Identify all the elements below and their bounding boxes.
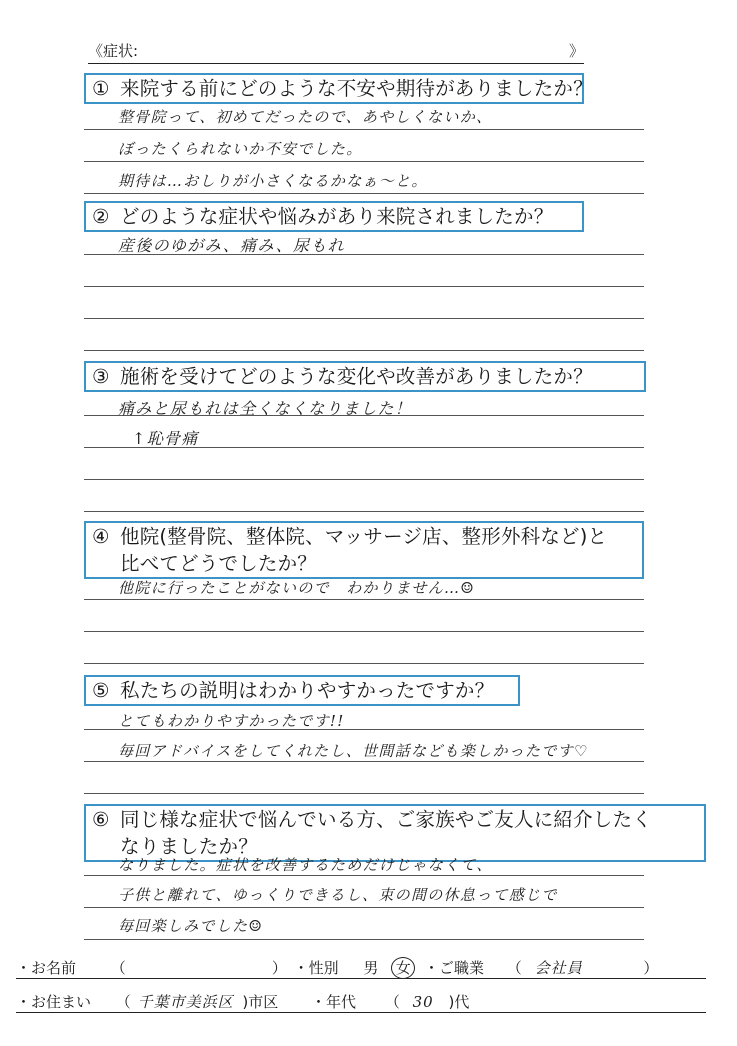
answer-1-line-1: 整骨院って、初めてだったので、あやしくないか、 [118, 108, 493, 126]
question-1-text: 来院する前にどのような不安や期待がありましたか？ [120, 77, 593, 100]
answer-5-line-1: とてもわかりやすかったです!! [118, 712, 345, 730]
question-4-number: ④ [92, 525, 110, 548]
answer-3-line-1: 痛みと尿もれは全くなくなりました！ [118, 399, 413, 418]
answer-4-line-1: 他院に行ったことがないので わかりません…☺ [118, 579, 476, 597]
question-2-number: ② [92, 205, 110, 228]
symptom-label: 《症状: [88, 42, 139, 60]
answer-2-line-1: 産後のゆがみ、痛み、尿もれ [118, 236, 345, 255]
address-value[interactable]: 千葉市美浜区 [137, 993, 234, 1011]
symptom-header [88, 40, 584, 62]
symptom-label-close: 》 [568, 42, 584, 60]
answer-line [84, 193, 644, 194]
question-5-box [84, 675, 520, 706]
job-value[interactable]: 会社員 [534, 959, 583, 977]
answer-line [84, 129, 644, 130]
question-1-number: ① [92, 77, 110, 100]
question-6-text-2: なりましたか？ [120, 835, 258, 858]
gender-female-option[interactable]: 女 [391, 957, 415, 979]
answer-line [84, 350, 644, 351]
name-label: ・お名前 [16, 959, 77, 977]
address-paren-open: （ [115, 993, 131, 1011]
answer-1-line-2: ぼったくられないか不安でした。 [118, 140, 363, 158]
job-paren-open: （ [506, 959, 522, 977]
answer-line [84, 939, 644, 940]
city-suffix: )市区 [242, 993, 279, 1011]
answer-line [84, 793, 644, 794]
answer-line [84, 907, 644, 908]
answer-line [84, 875, 644, 876]
question-4-text-2: 比べてどうでしたか？ [120, 552, 318, 575]
answer-line [84, 318, 644, 319]
age-paren-open: （ [384, 993, 400, 1011]
gender-label: ・性別 [293, 959, 339, 977]
job-label: ・ご職業 [423, 959, 484, 977]
job-paren-close: ） [643, 959, 659, 977]
header-underline [88, 63, 584, 64]
answer-line [84, 761, 644, 762]
answer-line [84, 631, 644, 632]
question-1-box [84, 73, 593, 104]
question-2-box [84, 201, 584, 232]
answer-6-line-3: 毎回楽しみでした☺ [118, 917, 264, 935]
answer-line [84, 479, 644, 480]
answer-line [84, 161, 644, 162]
question-4-text: 他院(整骨院、整体院、マッサージ店、整形外科など)と [120, 525, 608, 548]
answer-line [84, 599, 644, 600]
answer-5-line-2: 毎回アドバイスをしてくれたし、世間話なども楽しかったです♡ [118, 742, 589, 760]
age-label: ・年代 [311, 993, 357, 1011]
question-3-text: 施術を受けてどのような変化や改善がありましたか？ [120, 365, 593, 388]
age-suffix: )代 [448, 993, 470, 1011]
question-5-number: ⑤ [92, 679, 110, 702]
question-3-number: ③ [92, 365, 110, 388]
answer-6-line-2: 子供と離れて、ゆっくりできるし、束の間の休息って感じで [118, 886, 558, 904]
age-value[interactable]: 30 [412, 993, 434, 1011]
answer-3-line-2: ↑恥骨痛 [132, 429, 199, 448]
question-3-box [84, 361, 646, 392]
name-paren-close: ） [271, 959, 287, 977]
footer-row-1-underline [16, 978, 706, 979]
answer-line [84, 663, 644, 664]
footer-row-2-underline [16, 1012, 706, 1013]
footer-row-2 [16, 991, 469, 1012]
question-6-text: 同じ様な症状で悩んでいる方、ご家族やご友人に紹介したく [120, 808, 652, 831]
question-4-box [84, 521, 644, 579]
answer-1-line-3: 期待は…おしりが小さくなるかなぁ～と。 [118, 172, 428, 190]
answer-6-line-1: なりました。症状を改善するためだけじゃなくて、 [118, 856, 493, 874]
name-paren-open: （ [110, 959, 126, 977]
question-6-number: ⑥ [92, 808, 110, 831]
answer-line [84, 286, 644, 287]
question-2-text: どのような症状や悩みがあり来院されましたか？ [120, 205, 554, 228]
footer-row-1 [16, 957, 658, 979]
address-label: ・お住まい [16, 993, 92, 1011]
answer-line [84, 511, 644, 512]
question-5-text: 私たちの説明はわかりやすかったですか？ [120, 679, 495, 702]
gender-male-option[interactable]: 男 [363, 959, 379, 977]
